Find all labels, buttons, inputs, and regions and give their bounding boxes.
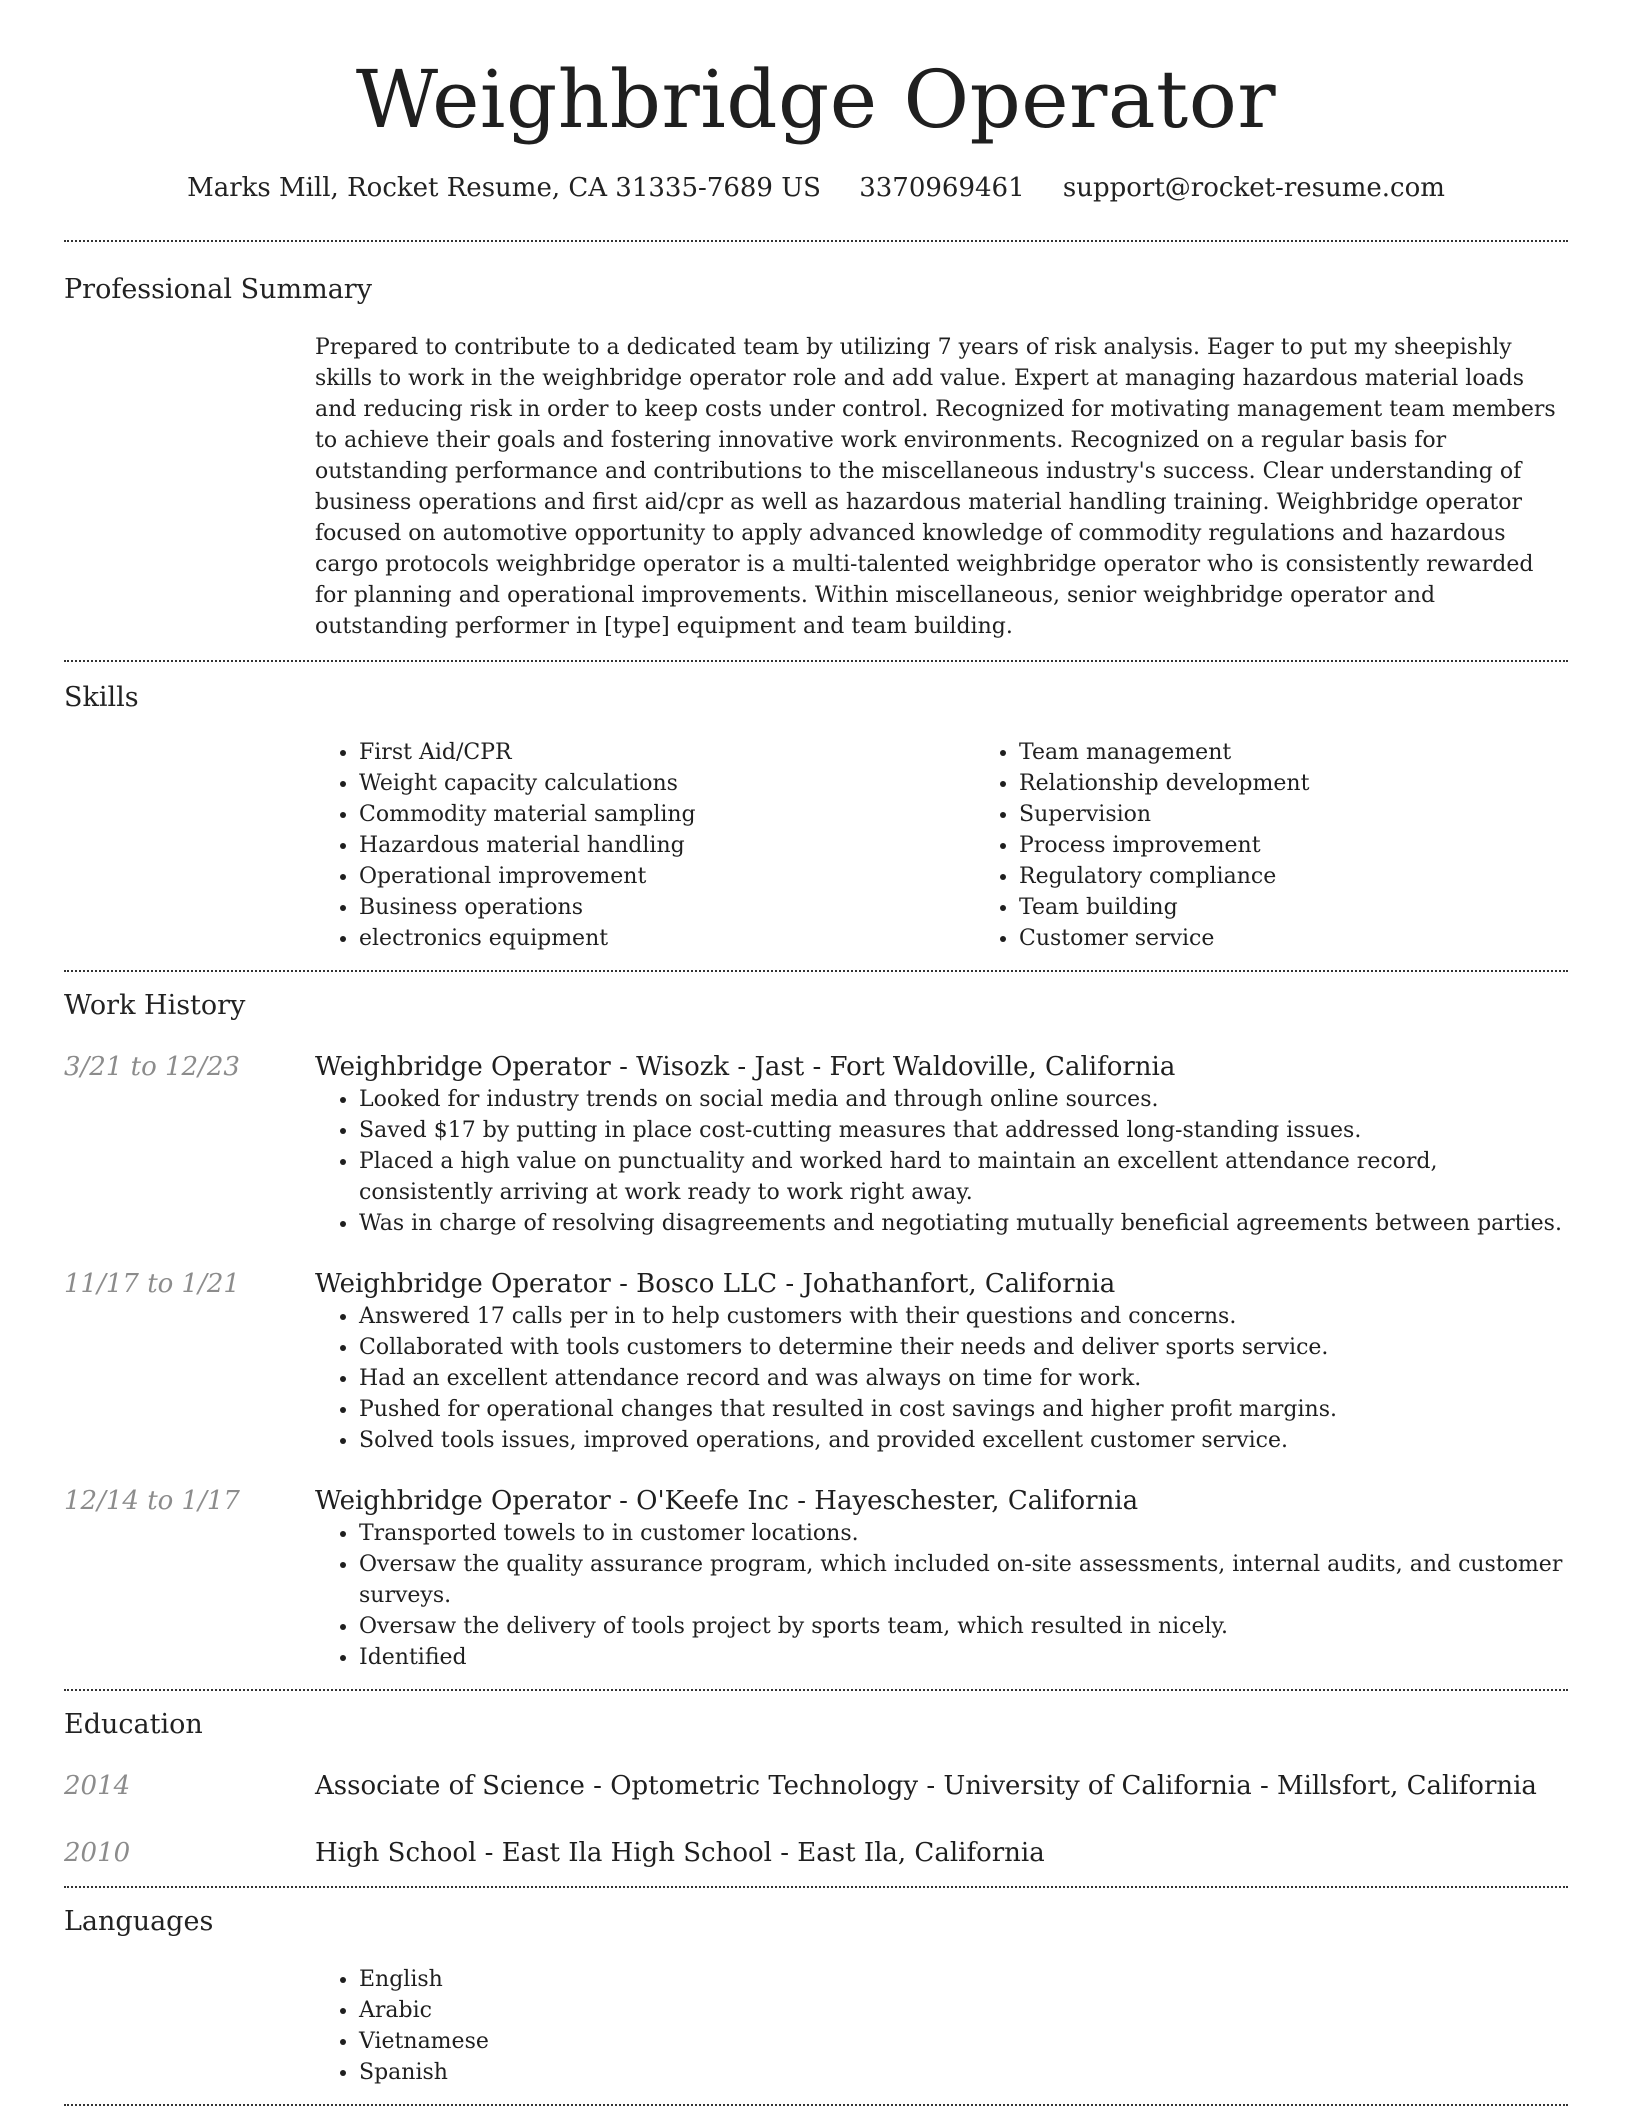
education-entry <box>64 1769 1568 1803</box>
education-year: 2010 <box>64 1838 131 1868</box>
education-text: Associate of Science - Optometric Technology - University of California - Millsfort, California <box>315 1771 1537 1801</box>
skill-item: • electronics equipment <box>359 923 975 954</box>
job-bullets <box>315 1301 1568 1456</box>
section-education <box>64 1691 1568 1886</box>
job-bullet: • Oversaw the quality assurance program, which included on-site assessments, internal audits, and customer surveys. <box>359 1549 1568 1611</box>
skills-columns <box>315 737 1632 954</box>
job-bullet: • Transported towels to in customer locations. <box>359 1518 1568 1549</box>
job-dates: 3/21 to 12/23 <box>64 1052 240 1082</box>
section-skills <box>64 662 1568 970</box>
skills-list-col2 <box>975 737 1632 954</box>
job-bullet: • Answered 17 calls per in to help customers with their questions and concerns. <box>359 1301 1568 1332</box>
section-summary <box>64 242 1568 660</box>
summary-text: Prepared to contribute to a dedicated team by utilizing 7 years of risk analysis. Eager to put my sheepishly skills to work in the weighbridge operator role and add value. Expert at managing hazardous material loads and reducing risk in order to keep costs under control. Recognized for motivating management team members to achieve their goals and fostering innovative work environments. Recognized on a regular basis for outstanding performance and contributions to the miscellaneous industry's success. Clear understanding of business operations and first aid/cpr as well as hazardous material handling training. Weighbridge operator focused on automotive opportunity to apply advanced knowledge of commodity regulations and hazardous cargo protocols weighbridge operator is a multi-talented weighbridge operator who is consistently rewarded for planning and operational improvements. Within miscellaneous, senior weighbridge operator and outstanding performer in [type] equipment and team building. <box>315 335 1556 639</box>
skill-item: • Supervision <box>1019 799 1632 830</box>
job-bullet: • Had an excellent attendance record and was always on time for work. <box>359 1363 1568 1394</box>
job-bullet: • Solved tools issues, improved operations, and provided excellent customer service. <box>359 1425 1568 1456</box>
skill-item: • First Aid/CPR <box>359 737 975 768</box>
job-row <box>64 1484 1568 1673</box>
skill-item: • Process improvement <box>1019 830 1632 861</box>
resume-name: Weighbridge Operator <box>355 53 1277 146</box>
language-item: • Arabic <box>359 1995 1568 2026</box>
job-title: Weighbridge Operator - O'Keefe Inc - Hayeschester, California <box>315 1486 1139 1516</box>
job-bullet: • Placed a high value on punctuality and worked hard to maintain an excellent attendance record, consistently arriving at work ready to work right away. <box>359 1146 1568 1208</box>
education-entry <box>64 1836 1568 1870</box>
job-bullet: • Was in charge of resolving disagreements and negotiating mutually beneficial agreements between parties. <box>359 1208 1568 1239</box>
divider <box>64 2104 1568 2106</box>
skill-item: • Team management <box>1019 737 1632 768</box>
job-bullets <box>315 1518 1568 1673</box>
skill-item: • Customer service <box>1019 923 1632 954</box>
job-bullet: • Identified <box>359 1642 1568 1673</box>
contact-address: Marks Mill, Rocket Resume, CA 31335-7689 US <box>187 173 821 203</box>
job-body <box>315 1484 1568 1673</box>
languages-row <box>64 1964 1568 2088</box>
languages-body <box>315 1964 1568 2088</box>
education-text: High School - East Ila High School - East Ila, California <box>315 1838 1045 1868</box>
language-item: • Spanish <box>359 2057 1568 2088</box>
job-bullet: • Pushed for operational changes that resulted in cost savings and higher profit margins. <box>359 1394 1568 1425</box>
job-dates: 12/14 to 1/17 <box>64 1486 240 1516</box>
job-entry <box>64 1050 1568 1239</box>
job-row <box>64 1050 1568 1239</box>
job-dates: 11/17 to 1/21 <box>64 1269 240 1299</box>
summary-row <box>64 332 1568 642</box>
job-entry <box>64 1484 1568 1673</box>
job-entry <box>64 1267 1568 1456</box>
skill-item: • Operational improvement <box>359 861 975 892</box>
skill-item: • Relationship development <box>1019 768 1632 799</box>
skill-item: • Team building <box>1019 892 1632 923</box>
contact-email: support@rocket-resume.com <box>1062 173 1445 203</box>
language-item: • Vietnamese <box>359 2026 1568 2057</box>
language-item: • English <box>359 1964 1568 1995</box>
section-work-history <box>64 972 1568 1689</box>
skill-item: • Commodity material sampling <box>359 799 975 830</box>
job-bullet: • Saved $17 by putting in place cost-cutting measures that addressed long-standing issues. <box>359 1115 1568 1146</box>
section-title-skills: Skills <box>64 682 139 713</box>
contact-line <box>64 170 1568 206</box>
section-languages <box>64 1888 1568 2104</box>
skill-item: • Weight capacity calculations <box>359 768 975 799</box>
section-title-work: Work History <box>64 990 246 1021</box>
skill-item: • Business operations <box>359 892 975 923</box>
skills-row <box>64 737 1568 954</box>
job-body <box>315 1267 1568 1456</box>
job-bullet: • Oversaw the delivery of tools project by sports team, which resulted in nicely. <box>359 1611 1568 1642</box>
section-title-education: Education <box>64 1709 203 1740</box>
job-row <box>64 1267 1568 1456</box>
job-bullet: • Collaborated with tools customers to determine their needs and deliver sports service. <box>359 1332 1568 1363</box>
job-bullets <box>315 1084 1568 1239</box>
job-title: Weighbridge Operator - Bosco LLC - Johathanfort, California <box>315 1269 1116 1299</box>
skill-item: • Regulatory compliance <box>1019 861 1632 892</box>
education-year: 2014 <box>64 1771 131 1801</box>
job-bullet: • Looked for industry trends on social media and through online sources. <box>359 1084 1568 1115</box>
section-title-languages: Languages <box>64 1906 214 1937</box>
job-body <box>315 1050 1568 1239</box>
contact-phone: 3370969461 <box>859 173 1025 203</box>
skills-list-col1 <box>315 737 975 954</box>
skill-item: • Hazardous material handling <box>359 830 975 861</box>
job-title: Weighbridge Operator - Wisozk - Jast - Fort Waldoville, California <box>315 1052 1176 1082</box>
languages-list <box>315 1964 1568 2088</box>
section-title-summary: Professional Summary <box>64 274 372 305</box>
summary-body <box>315 332 1568 642</box>
